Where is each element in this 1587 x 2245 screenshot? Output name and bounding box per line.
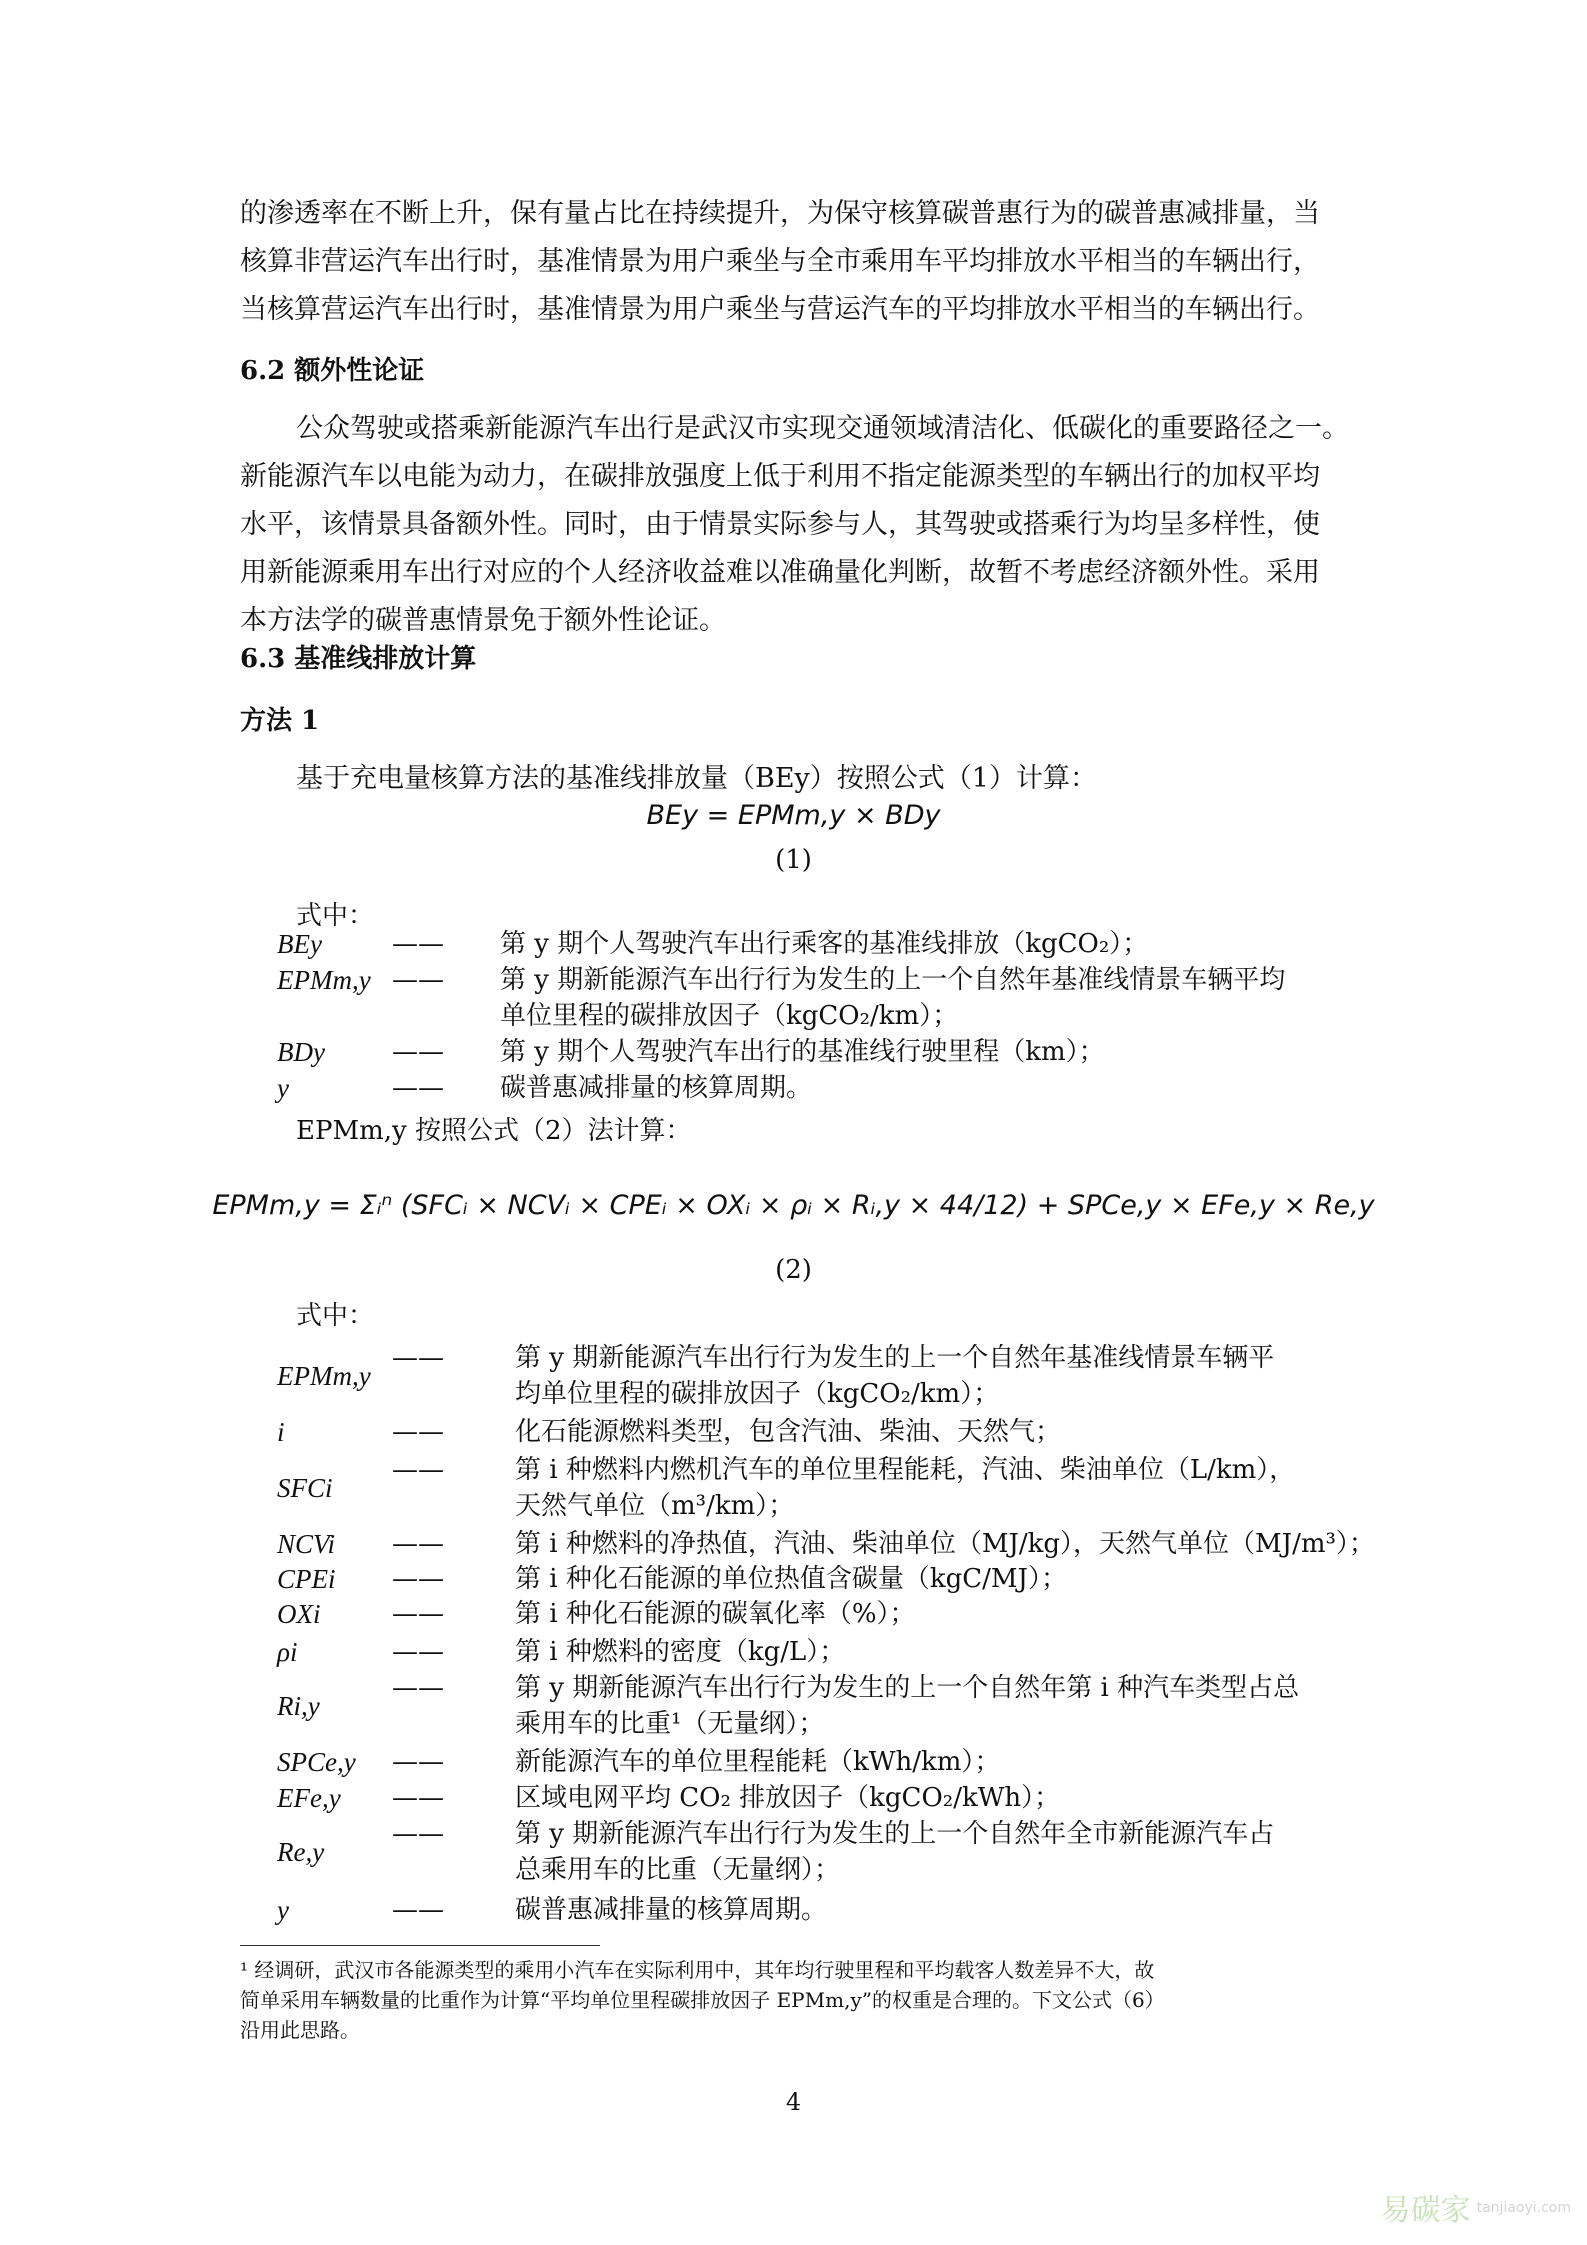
def-description: 第 y 期新能源汽车出行行为发生的上一个自然年全市新能源汽车占 xyxy=(515,1819,1275,1849)
def-description: 第 y 期新能源汽车出行行为发生的上一个自然年基准线情景车辆平均 xyxy=(500,965,1286,995)
def-dash: —— xyxy=(392,1564,444,1594)
def-symbol: SPCe,y xyxy=(277,1747,356,1777)
where-label-1: 式中： xyxy=(296,901,375,931)
formula-1: BEy = EPMm,y × BDy xyxy=(646,800,941,831)
footnote-line-1: ¹ 经调研，武汉市各能源类型的乘用小汽车在实际利用中，其年均行驶里程和平均载客人数差异不大，故 xyxy=(240,1958,1155,1982)
footnote-separator xyxy=(240,1945,600,1946)
def-description: 第 y 期新能源汽车出行行为发生的上一个自然年第 i 种汽车类型占总 xyxy=(515,1673,1300,1703)
def-dash: —— xyxy=(392,1343,444,1373)
def-dash: —— xyxy=(392,1783,444,1813)
def-description: 区域电网平均 CO₂ 排放因子（kgCO₂/kWh）； xyxy=(515,1783,1061,1813)
def-dash: —— xyxy=(392,1895,444,1925)
def-symbol: EPMm,y xyxy=(277,1361,371,1391)
def-symbol: NCVi xyxy=(277,1529,336,1559)
formula-1-number: (1) xyxy=(775,845,812,875)
def-dash: —— xyxy=(392,1417,444,1447)
s62-line-2: 新能源汽车以电能为动力，在碳排放强度上低于利用不指定能源类型的车辆出行的加权平均 xyxy=(240,461,1320,492)
watermark-brand: 易碳家 xyxy=(1380,2193,1471,2228)
def-description: 碳普惠减排量的核算周期。 xyxy=(500,1073,813,1103)
def-description: 第 i 种化石能源的碳氧化率（%）； xyxy=(515,1599,916,1629)
page-number: 4 xyxy=(785,2088,802,2116)
s62-line-3: 水平，该情景具备额外性。同时，由于情景实际参与人，其驾驶或搭乘行为均呈多样性，使 xyxy=(240,509,1320,540)
def-symbol: OXi xyxy=(277,1599,321,1629)
def-dash: —— xyxy=(392,1037,444,1067)
s62-line-5: 本方法学的碳普惠情景免于额外性论证。 xyxy=(240,605,726,636)
footnote-line-2: 简单采用车辆数量的比重作为计算“平均单位里程碳排放因子 EPMm,y”的权重是合理的。下文公式（6） xyxy=(240,1988,1165,2012)
def-description: 碳普惠减排量的核算周期。 xyxy=(515,1895,828,1925)
formula-2: EPMm,y = Σᵢⁿ (SFCᵢ × NCVᵢ × CPEᵢ × OXᵢ × ρᵢ × Rᵢ,y × 44/12) + SPCe,y × EFe,y × Re,y xyxy=(212,1190,1375,1221)
def-dash: —— xyxy=(392,1529,444,1559)
def-dash: —— xyxy=(392,929,444,959)
def-dash: —— xyxy=(392,1599,444,1629)
formula-2-number: (2) xyxy=(775,1255,812,1285)
s62-line-4: 用新能源乘用车出行对应的个人经济收益难以准确量化判断，故暂不考虑经济额外性。采用 xyxy=(240,557,1320,588)
def-dash: —— xyxy=(392,1673,444,1703)
def-symbol: EPMm,y xyxy=(277,965,371,995)
def-description: 第 y 期个人驾驶汽车出行乘客的基准线排放（kgCO₂）； xyxy=(500,929,1149,959)
footnote-line-3: 沿用此思路。 xyxy=(240,2018,360,2042)
def-symbol: Ri,y xyxy=(277,1691,320,1721)
def-symbol: ρi xyxy=(277,1637,298,1667)
def-symbol: SFCi xyxy=(277,1473,333,1503)
def-symbol: EFe,y xyxy=(277,1783,341,1813)
def-description: 第 i 种化石能源的单位热值含碳量（kgC/MJ）； xyxy=(515,1564,1067,1594)
def-description: 化石能源燃料类型，包含汽油、柴油、天然气； xyxy=(515,1417,1062,1447)
def-description: 第 y 期个人驾驶汽车出行的基准线行驶里程（km）； xyxy=(500,1037,1105,1067)
def-description-cont: 总乘用车的比重（无量纲）； xyxy=(515,1855,841,1885)
def-description-cont: 天然气单位（m³/km）； xyxy=(515,1491,795,1521)
def-symbol: Re,y xyxy=(277,1837,325,1867)
intro-line-1: 的渗透率在不断上升，保有量占比在持续提升，为保守核算碳普惠行为的碳普惠减排量，当 xyxy=(240,198,1320,229)
watermark-logo xyxy=(1381,2185,1571,2229)
def-dash: —— xyxy=(392,965,444,995)
def-description: 第 y 期新能源汽车出行行为发生的上一个自然年基准线情景车辆平 xyxy=(515,1343,1275,1373)
footnote xyxy=(240,1955,1350,2045)
def-symbol: y xyxy=(277,1073,289,1103)
def-dash: —— xyxy=(392,1455,444,1485)
def-description: 第 i 种燃料的密度（kg/L）； xyxy=(515,1637,846,1667)
def-description-cont: 单位里程的碳排放因子（kgCO₂/km）； xyxy=(500,1001,959,1031)
section-6-3-heading: 6.3 基准线排放计算 xyxy=(240,644,477,674)
epm-intro: EPMm,y 按照公式（2）法计算： xyxy=(296,1116,692,1146)
watermark-domain: tanjiaoyi.com xyxy=(1476,2200,1571,2216)
def-description: 第 i 种燃料的净热值，汽油、柴油单位（MJ/kg），天然气单位（MJ/m³）； xyxy=(515,1529,1375,1559)
def-dash: —— xyxy=(392,1819,444,1849)
def-dash: —— xyxy=(392,1637,444,1667)
def-description: 第 i 种燃料内燃机汽车的单位里程能耗，汽油、柴油单位（L/km）， xyxy=(515,1455,1296,1485)
def-dash: —— xyxy=(392,1073,444,1103)
intro-line-3: 当核算营运汽车出行时，基准情景为用户乘坐与营运汽车的平均排放水平相当的车辆出行。 xyxy=(240,294,1320,325)
method-1-intro: 基于充电量核算方法的基准线排放量（BEy）按照公式（1）计算： xyxy=(296,763,1097,794)
def-description: 新能源汽车的单位里程能耗（kWh/km）； xyxy=(515,1747,1001,1777)
def-symbol: y xyxy=(277,1895,289,1925)
intro-line-2: 核算非营运汽车出行时，基准情景为用户乘坐与全市乘用车平均排放水平相当的车辆出行， xyxy=(240,246,1320,277)
def-description-cont: 乘用车的比重¹（无量纲）； xyxy=(515,1709,825,1739)
s62-line-1: 公众驾驶或搭乘新能源汽车出行是武汉市实现交通领域清洁化、低碳化的重要路径之一。 xyxy=(296,413,1349,444)
where-label-2: 式中： xyxy=(296,1301,375,1331)
section-6-2-heading: 6.2 额外性论证 xyxy=(240,356,425,386)
def-symbol: BEy xyxy=(277,929,322,959)
def-symbol: CPEi xyxy=(277,1564,336,1594)
def-description-cont: 均单位里程的碳排放因子（kgCO₂/km）； xyxy=(515,1379,1000,1409)
method-1-heading: 方法 1 xyxy=(240,706,320,736)
def-symbol: i xyxy=(277,1417,285,1447)
def-dash: —— xyxy=(392,1747,444,1777)
def-symbol: BDy xyxy=(277,1037,325,1067)
